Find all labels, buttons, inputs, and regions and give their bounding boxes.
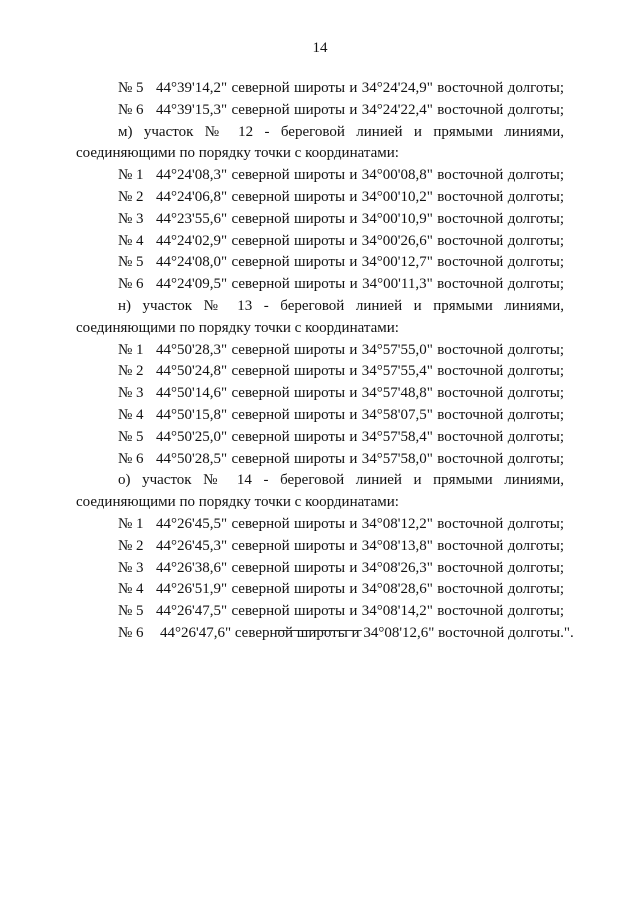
- coordinate-line: [76, 579, 564, 601]
- point-number: № 5: [118, 254, 144, 271]
- point-number: № 6: [118, 101, 144, 118]
- point-number: № 5: [118, 428, 144, 445]
- page-number: 14: [312, 40, 328, 56]
- coordinate-line: [76, 100, 564, 122]
- coordinate-line: [76, 558, 564, 580]
- point-number: № 3: [118, 559, 144, 576]
- coordinate-line: [76, 405, 564, 427]
- point-number: № 2: [118, 537, 144, 554]
- point-number: № 5: [118, 80, 144, 96]
- coordinate-text: 44°23'55,6" северной широты и 34°00'10,9" восточной долготы;: [156, 210, 564, 227]
- point-number: № 2: [118, 363, 144, 380]
- coordinate-text: 44°26'51,9" северной широты и 34°08'28,6" восточной долготы;: [156, 581, 564, 598]
- coordinate-text: 44°50'25,0" северной широты и 34°57'58,4" восточной долготы;: [156, 428, 564, 445]
- point-number: № 5: [118, 603, 144, 620]
- coordinate-text: 44°26'45,3" северной широты и 34°08'13,8" восточной долготы;: [156, 537, 564, 554]
- coordinate-line: [76, 623, 574, 645]
- coordinate-line: [76, 209, 564, 231]
- point-number: № 1: [118, 341, 144, 358]
- section-heading-text: м) участок № 12 - береговой линией и прямыми линиями,: [118, 123, 564, 140]
- coordinate-line: [76, 361, 564, 383]
- point-number: № 4: [118, 232, 144, 249]
- point-number: № 4: [118, 406, 144, 423]
- coordinate-text: 44°24'08,3" северной широты и 34°00'08,8" восточной долготы;: [156, 167, 564, 184]
- coordinate-text: 44°50'14,6" северной широты и 34°57'48,8" восточной долготы;: [156, 385, 564, 402]
- section-heading-line: [76, 470, 564, 492]
- coordinate-text: 44°26'38,6" северной широты и 34°08'26,3" восточной долготы;: [156, 559, 564, 576]
- coordinate-text: 44°24'09,5" северной широты и 34°00'11,3" восточной долготы;: [156, 276, 564, 293]
- point-number: № 2: [118, 188, 144, 205]
- coordinate-text: 44°50'28,3" северной широты и 34°57'55,0" восточной долготы;: [156, 341, 564, 358]
- end-rule: [276, 630, 362, 631]
- coordinate-line: [76, 427, 564, 449]
- coordinate-line: [76, 274, 564, 296]
- point-number: № 3: [118, 210, 144, 227]
- section-heading-line: [76, 122, 564, 144]
- coordinate-text: 44°50'28,5" северной широты и 34°57'58,0" восточной долготы;: [156, 450, 564, 467]
- coordinate-text: 44°24'06,8" северной широты и 34°00'10,2" восточной долготы;: [156, 188, 564, 205]
- document-body: [76, 78, 574, 645]
- coordinate-line: [76, 383, 564, 405]
- coordinate-text: 44°39'14,2" северной широты и 34°24'24,9" восточной долготы;: [156, 80, 564, 96]
- coordinate-text: 44°26'47,5" северной широты и 34°08'14,2" восточной долготы;: [156, 603, 564, 620]
- coordinate-line: [76, 231, 564, 253]
- point-number: № 6: [118, 624, 144, 641]
- coordinate-text: 44°26'47,6" северной широты и 34°08'12,6" восточной долготы.".: [160, 624, 574, 641]
- coordinate-text: 44°50'15,8" северной широты и 34°58'07,5" восточной долготы;: [156, 406, 564, 423]
- coordinate-text: 44°24'08,0" северной широты и 34°00'12,7" восточной долготы;: [156, 254, 564, 271]
- point-number: № 3: [118, 385, 144, 402]
- section-heading-text: н) участок № 13 - береговой линией и прямыми линиями,: [118, 297, 564, 314]
- point-number: № 6: [118, 450, 144, 467]
- point-number: № 6: [118, 276, 144, 293]
- coordinate-line: [76, 449, 564, 471]
- section-heading-line: [76, 296, 564, 318]
- coordinate-text: 44°50'24,8" северной широты и 34°57'55,4" восточной долготы;: [156, 363, 564, 380]
- coordinate-line: [76, 601, 564, 623]
- coordinate-line: [76, 514, 564, 536]
- section-heading-continuation: соединяющими по порядку точки с координатами:: [76, 145, 399, 162]
- section-heading-continuation: соединяющими по порядку точки с координатами:: [76, 494, 399, 511]
- coordinate-line: [76, 187, 564, 209]
- coordinate-line: [76, 252, 564, 274]
- coordinate-line: [76, 165, 564, 187]
- section-heading-text: о) участок № 14 - береговой линией и прямыми линиями,: [118, 472, 564, 489]
- coordinate-text: 44°39'15,3" северной широты и 34°24'22,4" восточной долготы;: [156, 101, 564, 118]
- point-number: № 4: [118, 581, 144, 598]
- point-number: № 1: [118, 515, 144, 532]
- coordinate-text: 44°24'02,9" северной широты и 34°00'26,6" восточной долготы;: [156, 232, 564, 249]
- coordinate-text: 44°26'45,5" северной широты и 34°08'12,2" восточной долготы;: [156, 515, 564, 532]
- coordinate-line: [76, 78, 564, 100]
- coordinate-line: [76, 340, 564, 362]
- section-heading-continuation: соединяющими по порядку точки с координатами:: [76, 319, 399, 336]
- point-number: № 1: [118, 167, 144, 184]
- coordinate-line: [76, 536, 564, 558]
